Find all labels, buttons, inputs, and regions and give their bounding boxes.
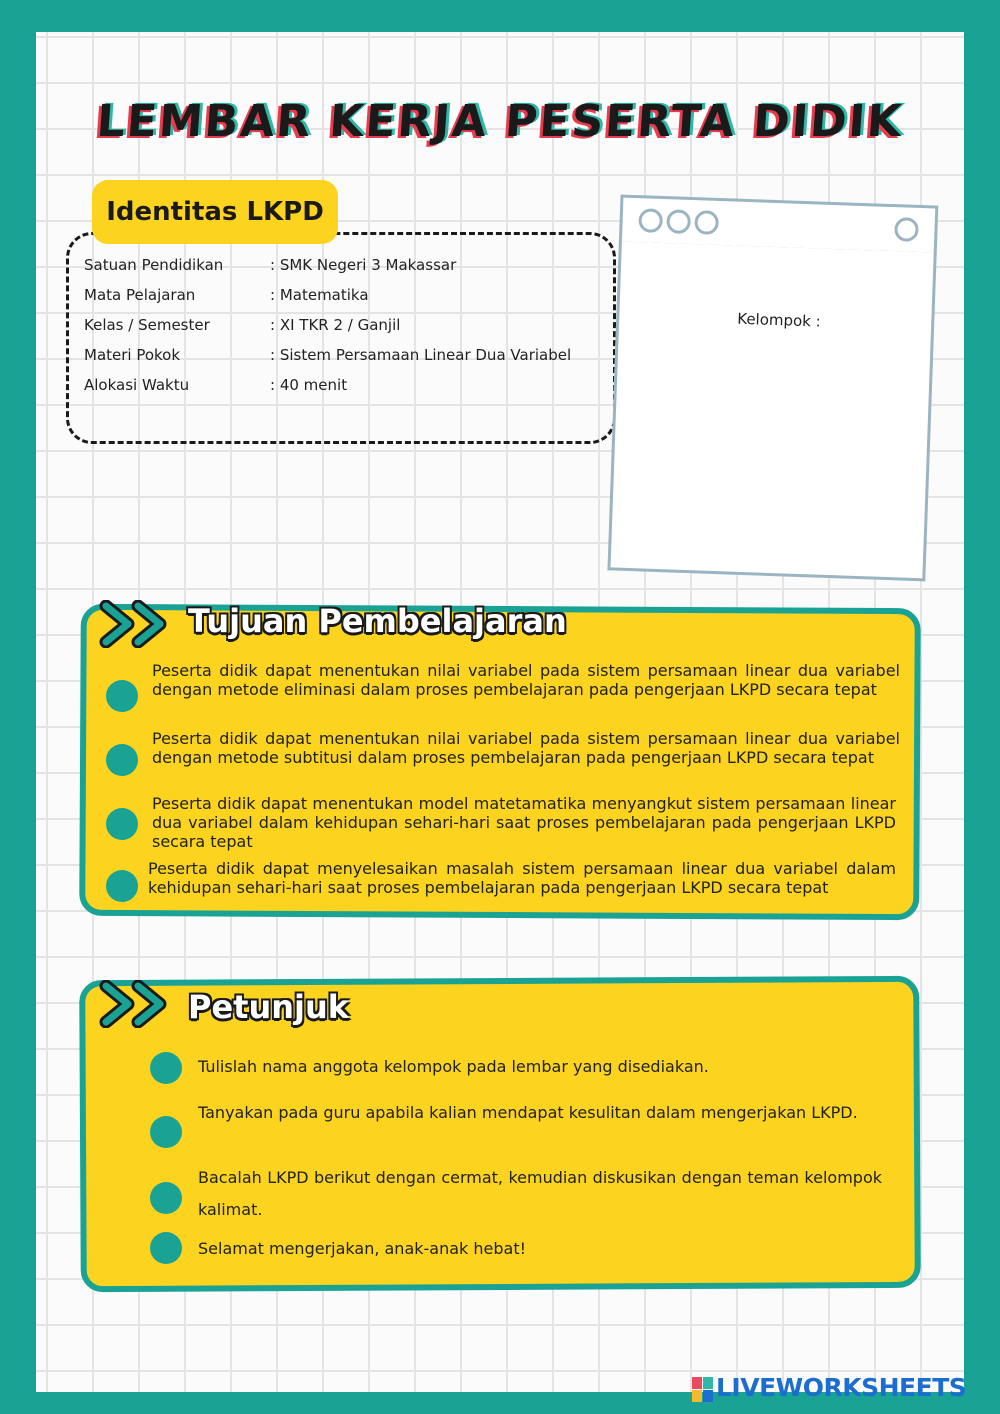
- bullet-icon: [106, 680, 138, 712]
- objective-item: Peserta didik dapat menentukan model matetamatika menyangkut sistem persamaan linear dua variabel dalam kehidupan sehari-hari saat proses pembelajaran pada pengerjaan LKPD secara tepat: [152, 794, 896, 851]
- group-window: [608, 195, 941, 576]
- bullet-icon: [106, 808, 138, 840]
- instruction-item: Tulislah nama anggota kelompok pada lembar yang disediakan.: [198, 1057, 709, 1076]
- identity-label: Mata Pelajaran: [84, 286, 196, 304]
- identity-value: : Sistem Persamaan Linear Dua Variabel: [270, 346, 572, 364]
- window-dot-icon: [894, 217, 919, 242]
- bullet-icon: [150, 1116, 182, 1148]
- objective-item: Peserta didik dapat menentukan nilai variabel pada sistem persamaan linear dua variabel dengan metode subtitusi dalam proses pembelajaran pada pengerjaan LKPD secara tepat: [152, 729, 900, 767]
- chevron-right-icon: [98, 980, 176, 1028]
- identity-label: Alokasi Waktu: [84, 376, 190, 394]
- identity-row: [84, 376, 347, 394]
- identity-row: [84, 286, 369, 304]
- bullet-icon: [150, 1182, 182, 1214]
- identity-value: : XI TKR 2 / Ganjil: [270, 316, 401, 334]
- identity-label: Satuan Pendidikan: [84, 256, 224, 274]
- identity-row: [84, 316, 400, 334]
- identity-label: Materi Pokok: [84, 346, 181, 364]
- instruction-item: Bacalah LKPD berikut dengan cermat, kemudian diskusikan dengan teman kelompok kalimat.: [198, 1168, 882, 1219]
- identity-value: : SMK Negeri 3 Makassar: [270, 256, 457, 274]
- window-dot-icon: [694, 210, 719, 235]
- instructions-heading: Petunjuk: [188, 988, 350, 1026]
- chevron-right-icon: [98, 600, 176, 648]
- bullet-icon: [150, 1052, 182, 1084]
- objective-item: Peserta didik dapat menentukan nilai variabel pada sistem persamaan linear dua variabel dengan metode eliminasi dalam proses pembelajaran pada pengerjaan LKPD secara tepat: [152, 661, 900, 699]
- objective-item: Peserta didik dapat menyelesaikan masalah sistem persamaan linear dua variabel dalam kehidupan sehari-hari saat proses pembelajaran pada pengerjaan LKPD secara tepat: [148, 859, 896, 897]
- objectives-heading: Tujuan Pembelajaran: [188, 602, 567, 640]
- identity-label: Kelas / Semester: [84, 316, 210, 334]
- bullet-icon: [106, 744, 138, 776]
- group-label: Kelompok :: [736, 309, 822, 331]
- liveworksheets-logo-icon: [692, 1377, 714, 1403]
- group-name-area[interactable]: [607, 242, 936, 582]
- identity-value: : Matematika: [270, 286, 369, 304]
- identity-value: : 40 menit: [270, 376, 348, 394]
- window-dot-icon: [638, 208, 663, 233]
- page-title: LEMBAR KERJA PESERTA DIDIK: [95, 96, 905, 147]
- identity-row: [84, 346, 571, 364]
- window-dot-icon: [666, 209, 691, 234]
- identity-heading: Identitas LKPD: [92, 180, 338, 244]
- identity-row: [84, 256, 456, 274]
- watermark-text: LIVEWORKSHEETS: [716, 1373, 967, 1402]
- bullet-icon: [150, 1232, 182, 1264]
- instruction-item: Tanyakan pada guru apabila kalian mendapat kesulitan dalam mengerjakan LKPD.: [198, 1103, 858, 1122]
- liveworksheets-watermark: [690, 1373, 990, 1407]
- instruction-item: Selamat mengerjakan, anak-anak hebat!: [198, 1239, 527, 1258]
- bullet-icon: [106, 870, 138, 902]
